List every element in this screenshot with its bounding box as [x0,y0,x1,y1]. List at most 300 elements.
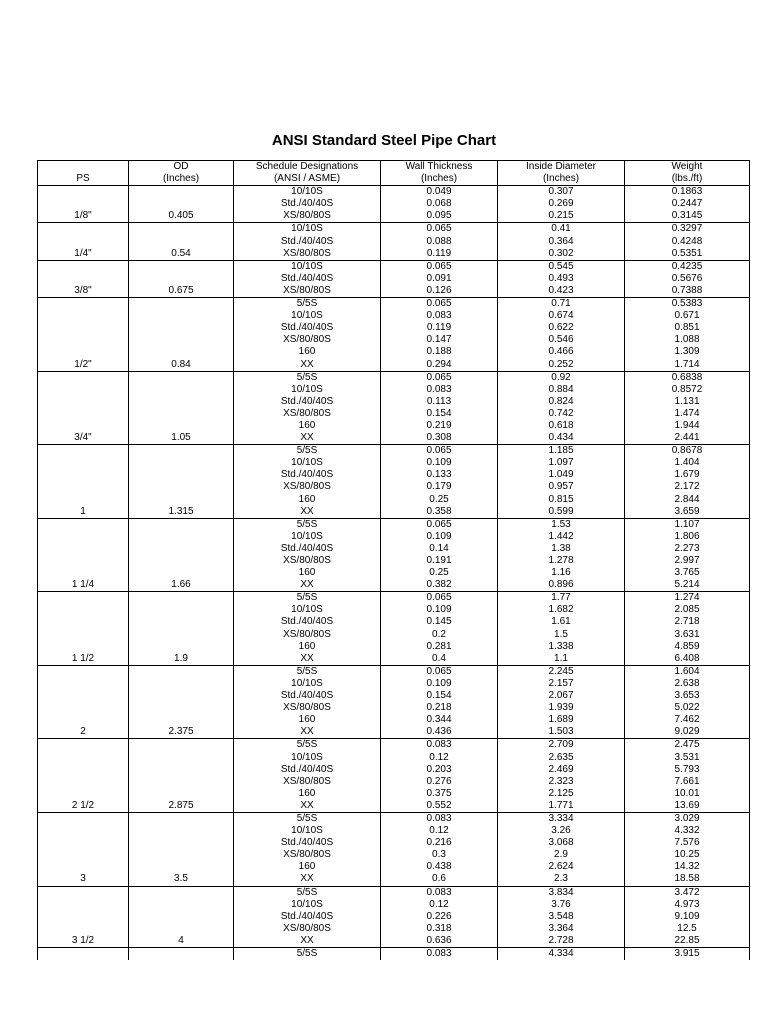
cell-wall-thickness-value: 0.552 [426,799,452,811]
cell-weight-value: 7.462 [674,714,700,726]
cell-schedule [234,592,381,666]
cell-wall-thickness-value: 0.382 [426,579,452,591]
cell-inside-diameter-value: 2.323 [548,775,574,787]
cell-inside-diameter-value: 0.423 [548,284,574,296]
cell-weight [625,812,750,886]
cell-schedule [234,223,381,260]
cell-pipe-size-value: 2 1/2 [71,799,95,811]
cell-schedule-value: 5/5S [296,592,318,604]
cell-inside-diameter-value: 1.185 [548,445,574,457]
cell-weight-value: 1.806 [674,530,700,542]
cell-schedule-value: XS/80/80S [283,247,331,259]
cell-inside-diameter-value: 1.61 [551,616,571,628]
cell-inside-diameter-value: 1.682 [548,604,574,616]
cell-wall-thickness-value: 0.2 [432,628,446,640]
cell-wall-thickness-value: 0.12 [429,825,449,837]
table-row [38,812,750,886]
cell-schedule-value: XS/80/80S [283,210,331,222]
cell-weight-value: 9.109 [674,910,700,922]
cell-weight-value: 3.029 [674,812,700,824]
cell-wall-thickness [381,445,498,519]
cell-weight-value: 3.631 [674,628,700,640]
cell-schedule-value: XX [300,432,314,444]
cell-inside-diameter-value: 3.364 [548,922,574,934]
cell-schedule-value: 5/5S [296,886,318,898]
cell-outside-diameter-value: 2.875 [168,799,194,811]
cell-schedule-value: 160 [298,861,316,873]
cell-wall-thickness [381,186,498,223]
cell-inside-diameter-value: 3.76 [551,898,571,910]
cell-schedule-value: 160 [298,419,316,431]
table-row [38,298,750,372]
cell-wall-thickness-value: 0.219 [426,419,452,431]
cell-wall-thickness-value: 0.25 [429,493,449,505]
cell-inside-diameter-value: 0.493 [548,272,574,284]
cell-schedule-value: Std./40/40S [280,616,334,628]
cell-pipe-size-value: 3 1/2 [71,934,95,946]
cell-wall-thickness-value: 0.109 [426,457,452,469]
cell-inside-diameter-value: 1.939 [548,702,574,714]
cell-wall-thickness-value: 0.308 [426,432,452,444]
cell-weight-value: 2.441 [674,432,700,444]
cell-schedule-value: Std./40/40S [280,198,334,210]
cell-schedule-value: XX [300,799,314,811]
cell-pipe-size [38,739,129,813]
cell-wall-thickness-value: 0.133 [426,469,452,481]
cell-wall-thickness-value: 0.145 [426,616,452,628]
cell-schedule-value: XS/80/80S [283,407,331,419]
cell-wall-thickness-value: 0.179 [426,481,452,493]
cell-weight-value: 2.638 [674,677,700,689]
cell-weight [625,260,750,297]
cell-schedule-value: XX [300,505,314,517]
cell-inside-diameter-value: 0.307 [548,186,574,198]
cell-schedule-value: 5/5S [296,371,318,383]
cell-inside-diameter-value: 2.709 [548,739,574,751]
cell-weight-value: 2.475 [674,739,700,751]
cell-inside-diameter-value: 3.26 [551,825,571,837]
pipe-chart-table [37,160,750,960]
cell-weight-value: 1.404 [674,457,700,469]
cell-inside-diameter-value: 0.884 [548,383,574,395]
cell-outside-diameter-value [129,948,233,960]
cell-schedule-value: 10/10S [291,186,323,198]
cell-schedule [234,260,381,297]
cell-wall-thickness [381,371,498,445]
cell-wall-thickness-value: 0.154 [426,407,452,419]
cell-schedule-value: XS/80/80S [283,284,331,296]
cell-wall-thickness-value: 0.203 [426,763,452,775]
cell-outside-diameter [129,223,234,260]
cell-pipe-size-value [38,948,128,960]
cell-schedule [234,739,381,813]
cell-schedule-value: 160 [298,346,316,358]
cell-schedule-value: XS/80/80S [283,922,331,934]
cell-outside-diameter-value: 4 [178,934,184,946]
cell-wall-thickness-value: 0.049 [426,186,452,198]
cell-schedule-value: 160 [298,640,316,652]
cell-wall-thickness [381,739,498,813]
cell-weight-value: 0.5351 [671,247,703,259]
cell-inside-diameter-value: 0.815 [548,493,574,505]
cell-weight-value: 7.661 [674,775,700,787]
cell-schedule-value: XS/80/80S [283,481,331,493]
cell-inside-diameter-value: 1.278 [548,555,574,566]
cell-outside-diameter [129,739,234,813]
cell-weight-value: 1.107 [674,518,700,530]
cell-wall-thickness-value: 0.191 [426,555,452,566]
cell-weight-value: 0.1863 [671,186,703,198]
cell-wall-thickness-value: 0.3 [432,849,446,861]
cell-weight-value: 0.4248 [671,235,703,247]
cell-inside-diameter-value: 1.16 [551,567,571,579]
cell-wall-thickness-value: 0.065 [426,592,452,604]
cell-wall-thickness-value: 0.083 [426,886,452,898]
cell-inside-diameter-value: 1.097 [548,457,574,469]
cell-weight-value: 0.8678 [671,445,703,457]
cell-inside-diameter-value: 0.364 [548,235,574,247]
cell-schedule-value: 10/10S [291,825,323,837]
cell-wall-thickness-value: 0.095 [426,210,452,222]
cell-pipe-size [38,223,129,260]
cell-schedule-value: XS/80/80S [283,702,331,714]
cell-schedule-value: 160 [298,714,316,726]
cell-weight [625,223,750,260]
cell-wall-thickness-value: 0.091 [426,272,452,284]
cell-inside-diameter [498,186,625,223]
table-row [38,260,750,297]
table-row [38,371,750,445]
cell-wall-thickness-value: 0.438 [426,861,452,873]
cell-weight-value: 0.3297 [671,223,703,235]
cell-weight-value: 2.085 [674,604,700,616]
cell-schedule-value: 5/5S [296,445,318,457]
cell-weight-value: 5.214 [674,579,700,591]
cell-weight-value: 3.659 [674,505,700,517]
cell-outside-diameter [129,518,234,592]
cell-weight-value: 5.022 [674,702,700,714]
cell-weight [625,371,750,445]
cell-inside-diameter-value: 3.334 [548,812,574,824]
cell-inside-diameter-value: 2.3 [554,873,568,885]
cell-weight-value: 3.472 [674,886,700,898]
cell-inside-diameter-value: 4.334 [548,948,574,959]
cell-wall-thickness [381,223,498,260]
cell-inside-diameter-value: 0.434 [548,432,574,444]
cell-schedule-value: Std./40/40S [280,837,334,849]
cell-inside-diameter-value: 2.635 [548,751,574,763]
cell-outside-diameter [129,371,234,445]
cell-weight-value: 2.172 [674,481,700,493]
cell-outside-diameter-value: 1.315 [168,505,194,517]
cell-inside-diameter-value: 0.618 [548,419,574,431]
cell-schedule-value: 5/5S [296,948,318,959]
cell-weight-value: 1.274 [674,592,700,604]
cell-inside-diameter-value: 0.546 [548,334,574,346]
cell-inside-diameter [498,812,625,886]
cell-wall-thickness-value: 0.113 [426,395,452,407]
cell-wall-thickness-value: 0.4 [432,652,446,664]
cell-wall-thickness-value: 0.088 [426,235,452,247]
cell-weight-value: 1.131 [674,395,700,407]
cell-pipe-size [38,445,129,519]
cell-inside-diameter-value: 2.067 [548,690,574,702]
cell-inside-diameter-value: 0.252 [548,358,574,370]
cell-weight-value: 4.332 [674,825,700,837]
cell-outside-diameter [129,948,234,961]
cell-inside-diameter-value: 2.624 [548,861,574,873]
cell-schedule [234,298,381,372]
cell-schedule-value: 5/5S [296,739,318,751]
cell-inside-diameter-value: 0.41 [551,223,571,235]
cell-wall-thickness-value: 0.12 [429,898,449,910]
cell-wall-thickness [381,665,498,739]
cell-pipe-size-value: 3 [80,873,86,885]
cell-schedule-value: 160 [298,787,316,799]
cell-weight-value: 4.859 [674,640,700,652]
cell-schedule-value: XX [300,726,314,738]
cell-weight [625,298,750,372]
cell-pipe-size [38,186,129,223]
cell-outside-diameter [129,592,234,666]
cell-wall-thickness [381,592,498,666]
cell-schedule-value: Std./40/40S [280,322,334,334]
header-weight: Weight (lbs./ft) [625,161,750,186]
cell-schedule-value: XS/80/80S [283,555,331,566]
cell-weight-value: 1.309 [674,346,700,358]
cell-outside-diameter-value: 0.405 [168,210,194,222]
cell-schedule-value: 10/10S [291,383,323,395]
cell-weight-value: 1.714 [674,358,700,370]
cell-inside-diameter-value: 0.215 [548,210,574,222]
cell-schedule-value: Std./40/40S [280,542,334,554]
cell-outside-diameter-value: 2.375 [168,726,194,738]
table-row [38,739,750,813]
cell-inside-diameter [498,739,625,813]
cell-inside-diameter [498,886,625,947]
cell-weight [625,518,750,592]
cell-weight-value: 1.088 [674,334,700,346]
cell-schedule-value: 10/10S [291,457,323,469]
cell-inside-diameter-value: 3.834 [548,886,574,898]
cell-wall-thickness-value: 0.065 [426,298,452,310]
cell-weight-value: 7.576 [674,837,700,849]
cell-weight-value: 0.4235 [671,260,703,272]
cell-inside-diameter-value: 0.824 [548,395,574,407]
cell-weight [625,739,750,813]
header-ps: PS [38,161,129,186]
cell-outside-diameter [129,186,234,223]
cell-weight-value: 0.8572 [671,383,703,395]
cell-pipe-size-value: 1/2" [74,358,92,370]
cell-wall-thickness [381,260,498,297]
cell-inside-diameter [498,948,625,961]
cell-weight-value: 1.679 [674,469,700,481]
cell-wall-thickness-value: 0.276 [426,775,452,787]
cell-weight-value: 14.32 [674,861,700,873]
cell-pipe-size [38,298,129,372]
cell-inside-diameter-value: 2.9 [554,849,568,861]
cell-wall-thickness-value: 0.119 [426,247,452,259]
cell-inside-diameter-value: 0.92 [551,371,571,383]
cell-weight-value: 1.944 [674,419,700,431]
cell-weight [625,665,750,739]
cell-wall-thickness-value: 0.065 [426,445,452,457]
cell-outside-diameter [129,298,234,372]
cell-wall-thickness-value: 0.375 [426,787,452,799]
cell-inside-diameter-value: 0.466 [548,346,574,358]
cell-schedule-value: 5/5S [296,665,318,677]
cell-weight [625,186,750,223]
cell-schedule-value: Std./40/40S [280,763,334,775]
cell-outside-diameter-value: 1.9 [174,652,188,664]
cell-schedule-value: XX [300,934,314,946]
cell-pipe-size [38,260,129,297]
cell-inside-diameter [498,260,625,297]
cell-weight-value: 0.5676 [671,272,703,284]
cell-wall-thickness-value: 0.065 [426,223,452,235]
cell-wall-thickness-value: 0.068 [426,198,452,210]
cell-wall-thickness [381,812,498,886]
cell-schedule [234,518,381,592]
cell-inside-diameter-value: 1.53 [551,518,571,530]
cell-wall-thickness-value: 0.344 [426,714,452,726]
cell-weight-value: 0.3145 [671,210,703,222]
cell-inside-diameter-value: 3.068 [548,837,574,849]
cell-wall-thickness-value: 0.436 [426,726,452,738]
cell-schedule [234,445,381,519]
table-header-row [38,161,750,186]
cell-schedule [234,371,381,445]
cell-inside-diameter-value: 0.71 [551,298,571,310]
cell-inside-diameter [498,592,625,666]
cell-wall-thickness-value: 0.154 [426,690,452,702]
cell-pipe-size-value: 1/4" [74,247,92,259]
cell-weight-value: 18.58 [674,873,700,885]
cell-inside-diameter-value: 2.125 [548,787,574,799]
cell-wall-thickness [381,948,498,961]
header-schedule: Schedule Designations (ANSI / ASME) [234,161,381,186]
cell-pipe-size-value: 3/4" [74,432,92,444]
cell-pipe-size [38,886,129,947]
cell-schedule [234,948,381,961]
cell-schedule-value: XX [300,579,314,591]
cell-inside-diameter-value: 0.599 [548,505,574,517]
cell-weight [625,886,750,947]
cell-weight-value: 22.85 [674,934,700,946]
header-od: OD (Inches) [129,161,234,186]
cell-wall-thickness [381,886,498,947]
cell-schedule-value: 10/10S [291,310,323,322]
cell-inside-diameter-value: 3.548 [548,910,574,922]
cell-schedule [234,665,381,739]
cell-pipe-size-value: 1 1/4 [71,579,95,591]
table-body [38,186,750,960]
cell-schedule-value: XX [300,873,314,885]
cell-outside-diameter [129,260,234,297]
cell-schedule-value: Std./40/40S [280,395,334,407]
cell-inside-diameter-value: 2.728 [548,934,574,946]
cell-wall-thickness-value: 0.216 [426,837,452,849]
cell-schedule-value: Std./40/40S [280,910,334,922]
cell-weight [625,948,750,961]
cell-outside-diameter [129,886,234,947]
cell-weight-value: 0.5383 [671,298,703,310]
cell-wall-thickness-value: 0.083 [426,948,452,959]
cell-weight-value: 12.5 [677,922,697,934]
cell-wall-thickness-value: 0.083 [426,383,452,395]
cell-inside-diameter-value: 1.1 [554,652,568,664]
cell-pipe-size-value: 3/8" [74,284,92,296]
cell-wall-thickness-value: 0.065 [426,518,452,530]
cell-wall-thickness-value: 0.119 [426,322,452,334]
cell-weight-value: 2.718 [674,616,700,628]
cell-pipe-size [38,665,129,739]
cell-pipe-size-value: 1 [80,505,86,517]
cell-schedule-value: XS/80/80S [283,334,331,346]
cell-weight-value: 0.671 [674,310,700,322]
table-row [38,886,750,947]
cell-schedule-value: 5/5S [296,812,318,824]
cell-schedule-value: 10/10S [291,604,323,616]
cell-schedule-value: XX [300,652,314,664]
cell-inside-diameter-value: 1.689 [548,714,574,726]
cell-inside-diameter [498,223,625,260]
table-row [38,665,750,739]
cell-wall-thickness-value: 0.109 [426,530,452,542]
page-title: ANSI Standard Steel Pipe Chart [271,132,497,149]
cell-weight-value: 0.7388 [671,284,703,296]
cell-pipe-size [38,592,129,666]
table-row [38,592,750,666]
cell-schedule-value: XS/80/80S [283,628,331,640]
cell-schedule-value: 10/10S [291,260,323,272]
cell-outside-diameter-value: 1.66 [171,579,191,591]
cell-weight [625,445,750,519]
cell-inside-diameter-value: 0.302 [548,247,574,259]
cell-inside-diameter-value: 1.771 [548,799,574,811]
cell-inside-diameter-value: 0.269 [548,198,574,210]
cell-wall-thickness-value: 0.109 [426,604,452,616]
cell-weight-value: 10.25 [674,849,700,861]
cell-inside-diameter-value: 1.77 [551,592,571,604]
cell-weight-value: 2.844 [674,493,700,505]
cell-wall-thickness-value: 0.218 [426,702,452,714]
cell-inside-diameter-value: 1.442 [548,530,574,542]
cell-inside-diameter-value: 2.157 [548,677,574,689]
cell-inside-diameter-value: 0.674 [548,310,574,322]
cell-inside-diameter-value: 2.245 [548,665,574,677]
cell-schedule-value: 160 [298,493,316,505]
cell-schedule-value: Std./40/40S [280,235,334,247]
cell-weight-value: 0.851 [674,322,700,334]
cell-weight-value: 10.01 [674,787,700,799]
cell-weight-value: 3.531 [674,751,700,763]
cell-inside-diameter-value: 1.5 [554,628,568,640]
cell-weight-value: 2.273 [674,542,700,554]
cell-wall-thickness-value: 0.636 [426,934,452,946]
cell-inside-diameter [498,371,625,445]
cell-schedule [234,186,381,223]
cell-wall-thickness-value: 0.065 [426,665,452,677]
cell-schedule [234,886,381,947]
cell-inside-diameter-value: 1.338 [548,640,574,652]
cell-schedule-value: 160 [298,567,316,579]
cell-pipe-size [38,371,129,445]
cell-wall-thickness-value: 0.6 [432,873,446,885]
table-row [38,223,750,260]
cell-inside-diameter-value: 0.896 [548,579,574,591]
